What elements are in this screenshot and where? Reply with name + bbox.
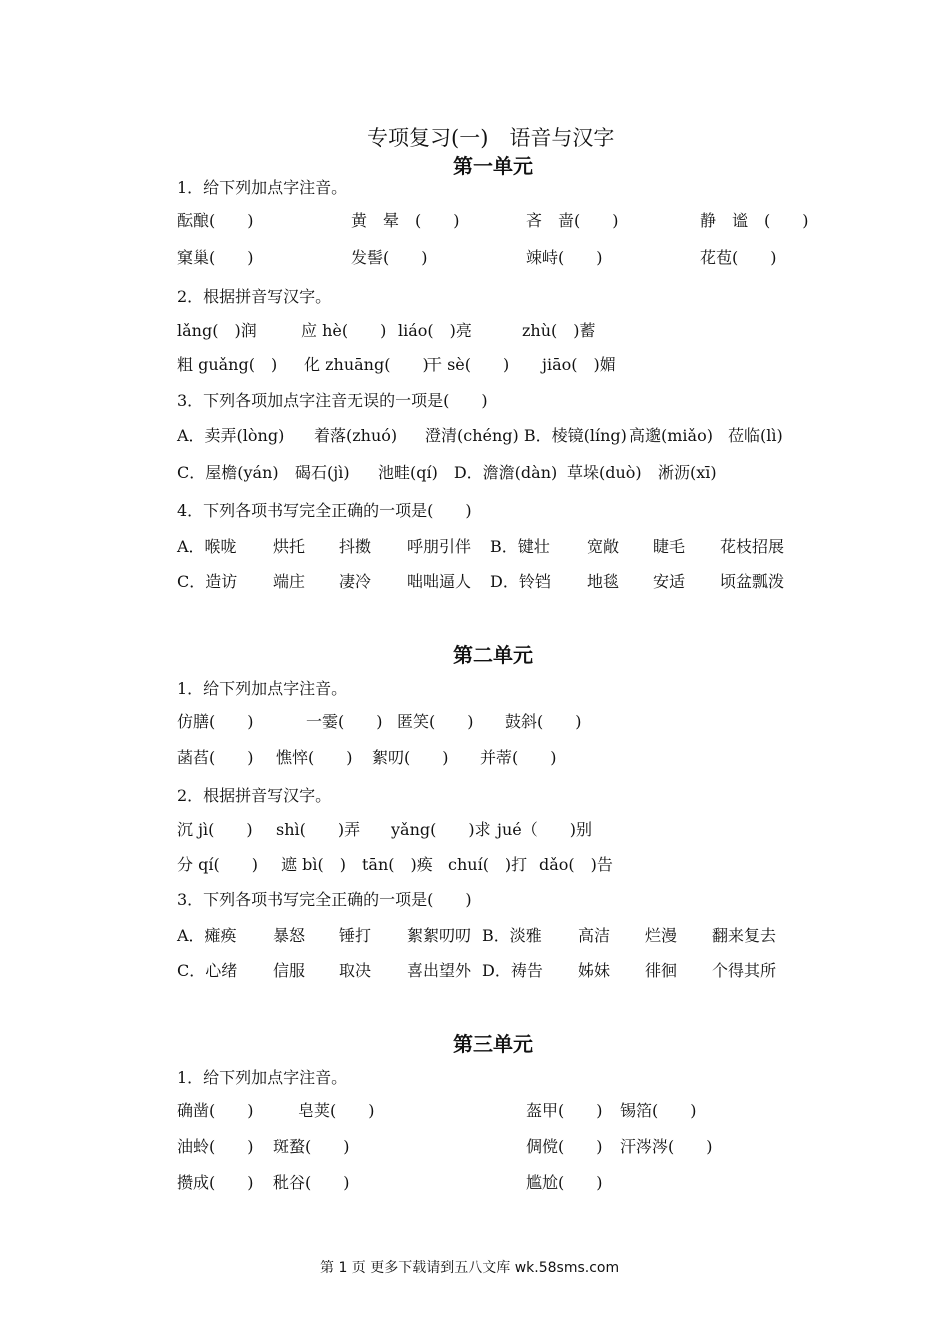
item-text: B．键壮 [490, 537, 550, 556]
question-text: 1．给下列加点字注音。 [177, 679, 348, 698]
item-text: 个得其所 [712, 961, 777, 980]
item-text: 信服 [273, 961, 306, 980]
item-text: 并蒂( ) [480, 748, 557, 767]
item-text: 发髻( ) [351, 248, 428, 267]
unit-heading: 第一单元 [453, 154, 533, 178]
item-text: tān( )痪 [362, 855, 433, 874]
item-text: jiāo( )媚 [542, 355, 616, 374]
item-text: 粗 guǎng( ) [177, 355, 278, 374]
item-text: 高邈(miǎo) [629, 426, 713, 445]
item-text: D．祷告 [482, 961, 543, 980]
item-text: 絮叨( ) [372, 748, 449, 767]
item-text: 徘徊 [645, 961, 678, 980]
item-text: 应 hè( ) [301, 321, 387, 340]
item-text: 草垛(duò) [567, 463, 642, 482]
item-text: 窠巢( ) [177, 248, 254, 267]
item-text: 锤打 [339, 926, 372, 945]
item-text: zhù( )蓄 [522, 321, 596, 340]
item-text: 干 sè( ) [426, 355, 510, 374]
question-text: 1．给下列加点字注音。 [177, 1068, 348, 1087]
item-text: 抖擞 [339, 537, 372, 556]
item-text: 秕谷( ) [273, 1173, 350, 1192]
question-text: 3．下列各项加点字注音无误的一项是( ) [177, 391, 488, 410]
item-text: 鼓斜( ) [505, 712, 582, 731]
item-text: 顷盆瓢泼 [720, 572, 785, 591]
item-text: 澄清(chéng) B．棱镜(líng) [425, 426, 627, 445]
item-text: A．喉咙 [177, 537, 237, 556]
item-text: 斑蝥( ) [273, 1137, 350, 1156]
item-text: 安适 [653, 572, 686, 591]
question-text: 3．下列各项书写完全正确的一项是( ) [177, 890, 472, 909]
item-text: 烂漫 [645, 926, 678, 945]
item-text: 睫毛 [653, 537, 686, 556]
item-text: B．淡雅 [482, 926, 542, 945]
item-text: 汗涔涔( ) [620, 1137, 713, 1156]
item-text: C．造访 [177, 572, 238, 591]
item-text: 喜出望外 [407, 961, 472, 980]
item-text: 碣石(jì) [295, 463, 350, 482]
question-text: 4．下列各项书写完全正确的一项是( ) [177, 501, 472, 520]
item-text: 仿膳( ) [177, 712, 254, 731]
item-text: lǎng( )润 [177, 321, 257, 340]
item-text: 遮 bì( ) [281, 855, 346, 874]
item-text: dǎo( )告 [539, 855, 613, 874]
item-text: 莅临(lì) [728, 426, 783, 445]
item-text: 吝 啬( ) [526, 211, 619, 230]
item-text: yǎng( )求 [391, 820, 491, 839]
item-text: C．心绪 [177, 961, 238, 980]
unit-heading: 第二单元 [453, 643, 533, 667]
item-text: 酝酿( ) [177, 211, 254, 230]
item-text: 沉 jì( ) [177, 820, 253, 839]
item-text: 絮絮叨叨 [407, 926, 472, 945]
item-text: A．卖弄(lòng) [177, 426, 285, 445]
item-text: 花枝招展 [720, 537, 785, 556]
item-text: 静 谧 ( ) [700, 211, 809, 230]
item-text: A．瘫痪 [177, 926, 237, 945]
item-text: 着落(zhuó) [314, 426, 398, 445]
item-text: 菡萏( ) [177, 748, 254, 767]
item-text: 凄冷 [339, 572, 372, 591]
item-text: 匿笑( ) [397, 712, 474, 731]
item-text: 皂荚( ) [298, 1101, 375, 1120]
question-text: 2．根据拼音写汉字。 [177, 786, 332, 805]
item-text: C．屋檐(yán) [177, 463, 279, 482]
item-text: 呼朋引伴 [407, 537, 472, 556]
item-text: 取决 [339, 961, 372, 980]
item-text: 一霎( ) [306, 712, 383, 731]
item-text: 花苞( ) [700, 248, 777, 267]
item-text: 黄 晕 ( ) [351, 211, 460, 230]
item-text: 倜傥( ) [526, 1137, 603, 1156]
item-text: 竦峙( ) [526, 248, 603, 267]
item-text: 化 zhuāng( ) [304, 355, 429, 374]
item-text: liáo( )亮 [398, 321, 472, 340]
item-text: 高洁 [578, 926, 611, 945]
item-text: 池畦(qí) D．澹澹(dàn) [378, 463, 558, 482]
item-text: 尴尬( ) [526, 1173, 603, 1192]
page-footer: 第 1 页 更多下载请到五八文库 wk.58sms.com [320, 1260, 620, 1276]
item-text: 地毯 [587, 572, 620, 591]
item-text: 烘托 [273, 537, 306, 556]
item-text: 锡箔( ) [620, 1101, 697, 1120]
question-text: 2．根据拼音写汉字。 [177, 287, 332, 306]
item-text: 翻来复去 [712, 926, 777, 945]
item-text: D．铃铛 [490, 572, 551, 591]
item-text: 油蛉( ) [177, 1137, 254, 1156]
item-text: 攒成( ) [177, 1173, 254, 1192]
item-text: 端庄 [273, 572, 306, 591]
item-text: jué（ )别 [497, 820, 592, 839]
unit-heading: 第三单元 [453, 1032, 533, 1056]
item-text: 姊妹 [578, 961, 611, 980]
item-text: 暴怒 [273, 926, 306, 945]
item-text: shì( )弄 [276, 820, 361, 839]
item-text: 确凿( ) [177, 1101, 254, 1120]
item-text: chuí( )打 [448, 855, 528, 874]
item-text: 盔甲( ) [526, 1101, 603, 1120]
item-text: 淅沥(xī) [658, 463, 717, 482]
question-text: 1．给下列加点字注音。 [177, 178, 348, 197]
page-title: 专项复习(一) 语音与汉字 [367, 126, 615, 150]
item-text: 憔悴( ) [276, 748, 353, 767]
item-text: 咄咄逼人 [407, 572, 472, 591]
item-text: 宽敞 [587, 537, 620, 556]
item-text: 分 qí( ) [177, 855, 258, 874]
